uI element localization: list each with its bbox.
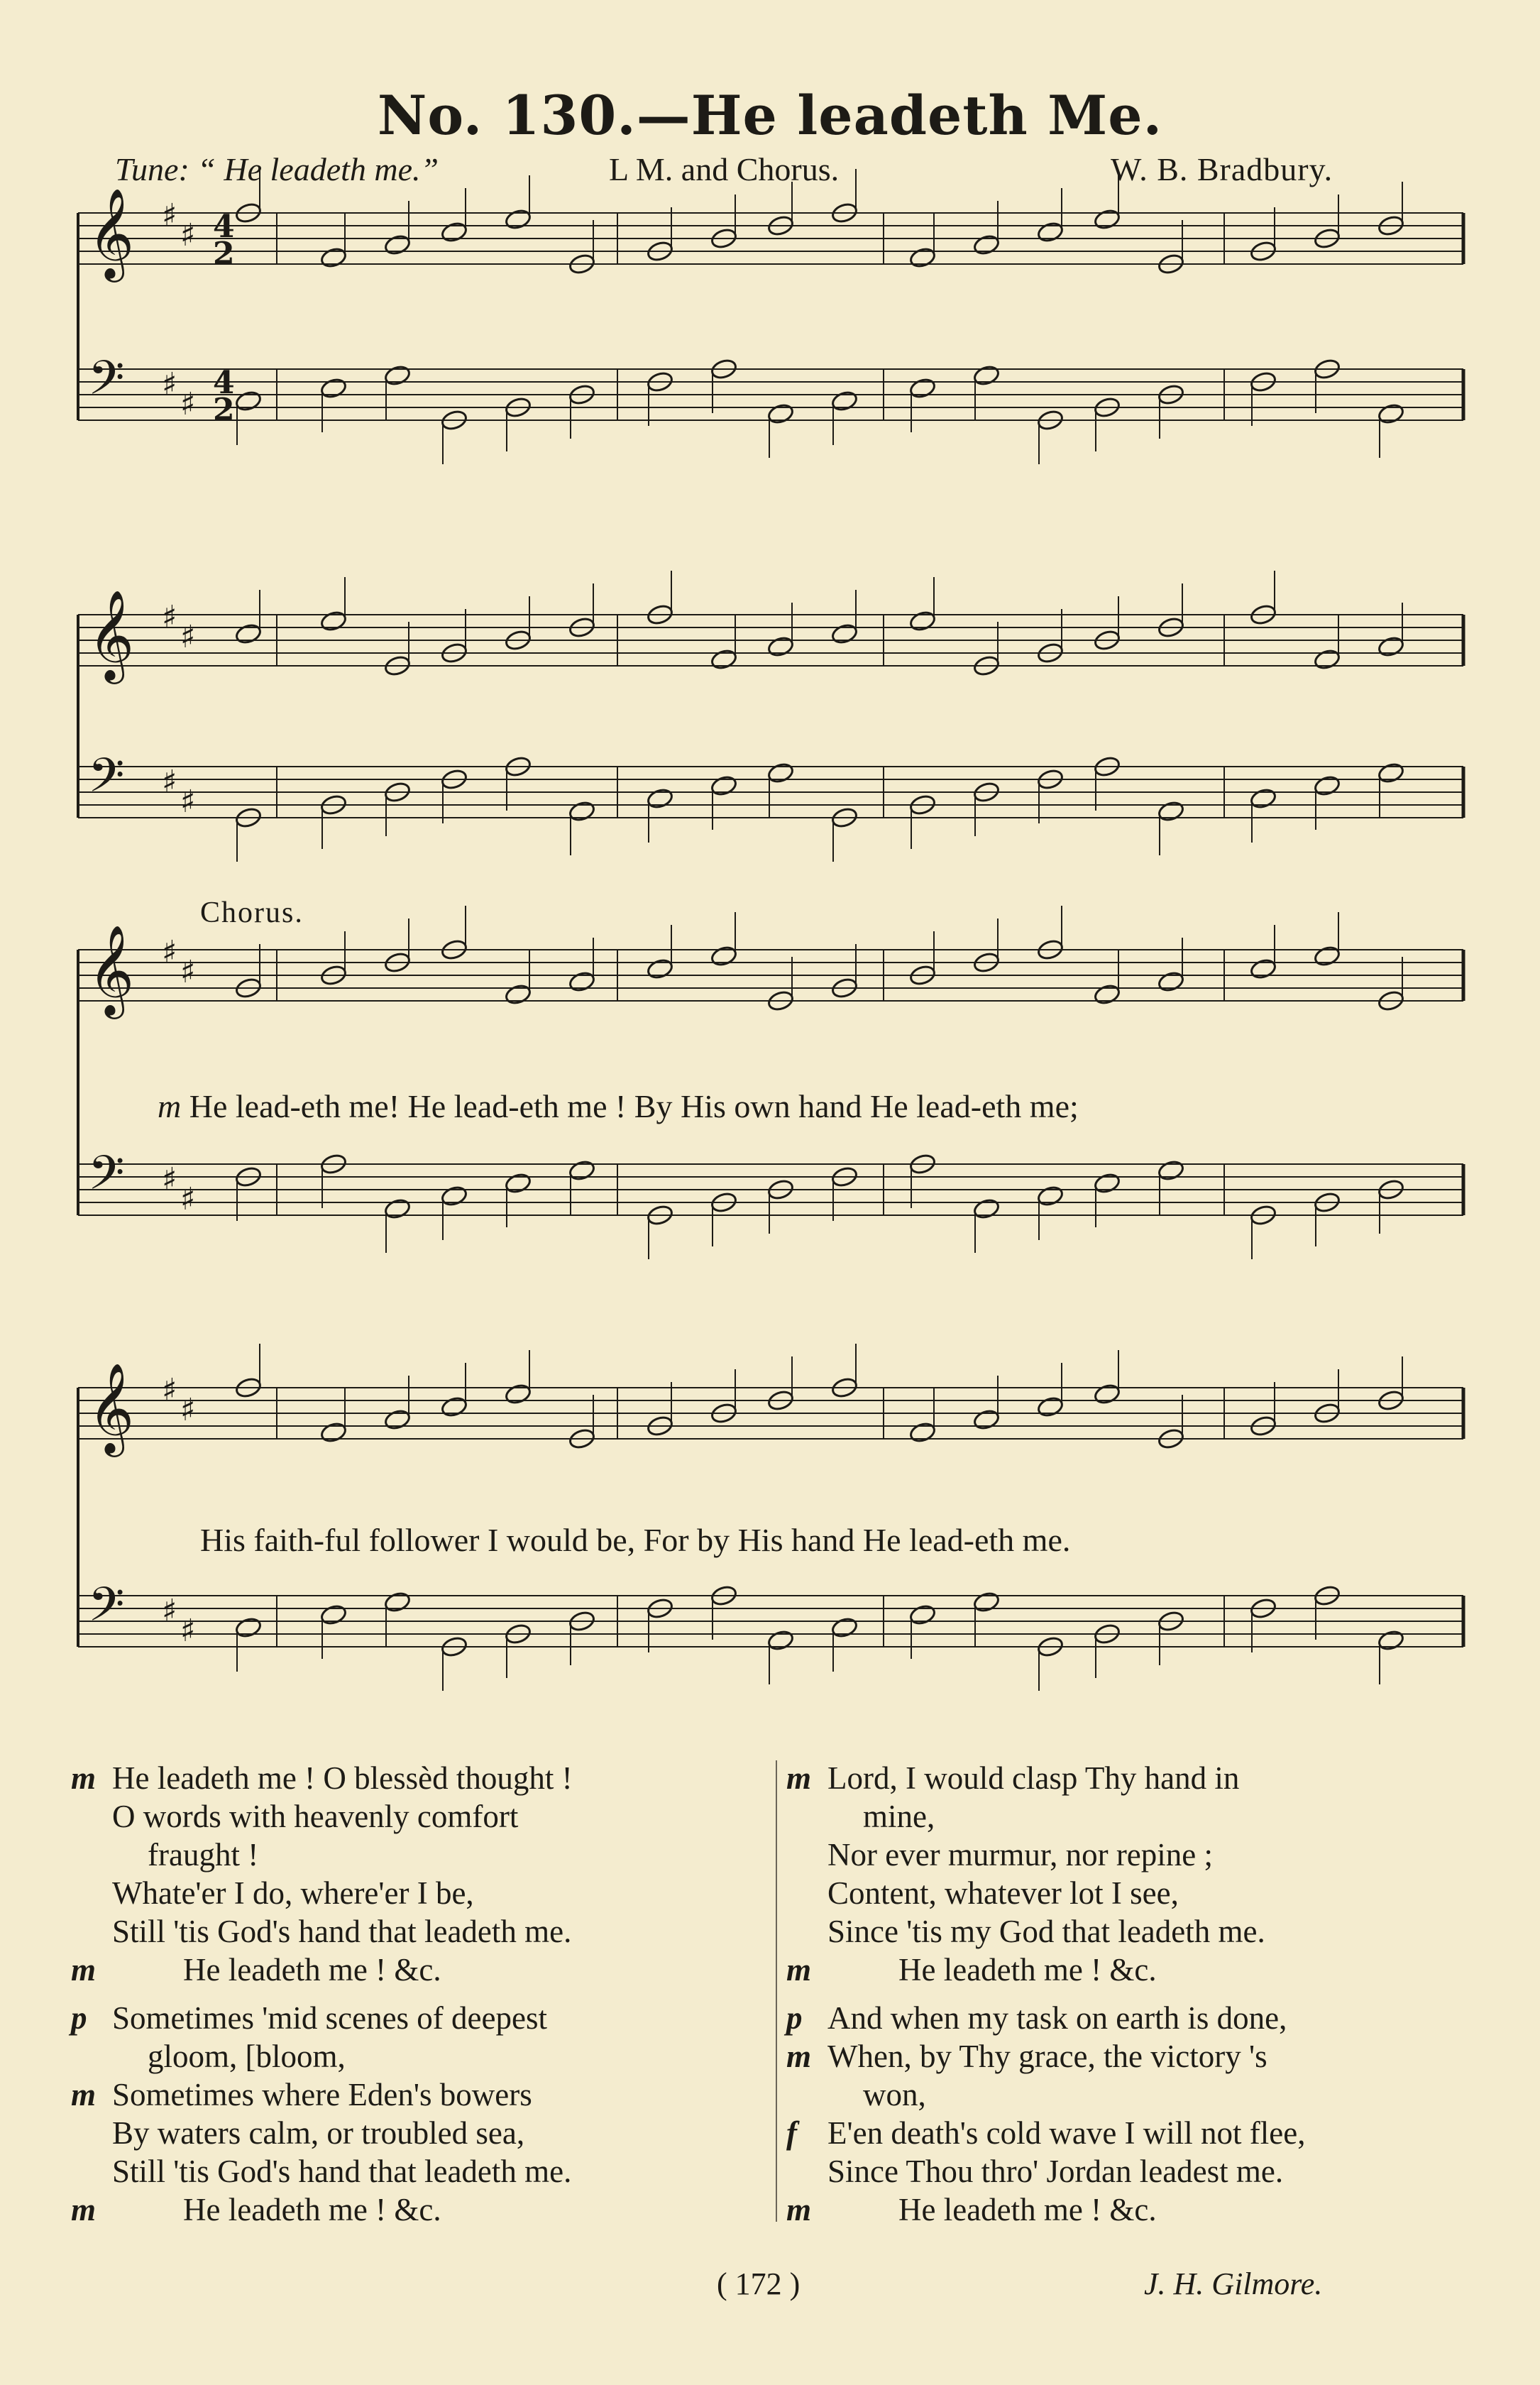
time-signature: 2 xyxy=(213,392,235,428)
verse-line xyxy=(786,2076,1478,2114)
time-signature: 4 xyxy=(213,209,235,245)
treble-clef-icon: 𝄞 xyxy=(88,1362,135,1453)
treble-clef-icon: 𝄞 xyxy=(88,187,135,278)
verse-text: Lord, I would clasp Thy hand in xyxy=(827,1760,1240,1796)
lyric-text: He lead-eth me! He lead-eth me ! By His own hand He lead-eth me; xyxy=(189,1088,1079,1124)
lyric-dynamic: m xyxy=(158,1088,182,1124)
verses-right-column xyxy=(786,1759,1478,2229)
notehead xyxy=(440,1185,468,1207)
notehead xyxy=(1036,221,1064,243)
sharp-icon: ♯ xyxy=(180,1181,196,1217)
dynamic-mark: m xyxy=(71,1760,97,1796)
notehead xyxy=(766,402,794,425)
verse-text: Sometimes where Eden's bowers xyxy=(112,2077,532,2112)
sharp-icon: ♯ xyxy=(180,1392,196,1428)
sharp-icon: ♯ xyxy=(180,1613,196,1649)
notehead xyxy=(234,623,262,645)
notehead xyxy=(830,1616,858,1639)
verse-text: fraught ! xyxy=(148,1837,259,1873)
notehead xyxy=(1377,1629,1404,1652)
verse-line xyxy=(786,1999,1478,2037)
notehead xyxy=(766,1629,794,1652)
verse-line xyxy=(786,2037,1478,2076)
verse-line xyxy=(71,1999,763,2037)
sharp-icon: ♯ xyxy=(162,366,177,402)
time-signature: 4 xyxy=(213,365,235,401)
notehead xyxy=(234,1616,262,1639)
notehead xyxy=(383,364,411,387)
bass-clef-icon: 𝄢 xyxy=(88,351,125,417)
notehead xyxy=(1313,945,1341,967)
sharp-icon: ♯ xyxy=(162,1161,177,1197)
notehead xyxy=(830,390,858,412)
notehead xyxy=(972,234,1000,256)
bass-clef-icon: 𝄢 xyxy=(88,748,125,814)
verse-line xyxy=(786,2152,1478,2191)
hymn-title: No. 130.—He leadeth Me. xyxy=(377,84,1163,147)
verse-line xyxy=(786,1912,1478,1951)
sharp-icon: ♯ xyxy=(162,1593,177,1629)
notehead xyxy=(972,1408,1000,1431)
music-systems xyxy=(78,169,1463,1691)
notehead xyxy=(1377,635,1404,658)
verse-text: won, xyxy=(863,2077,926,2112)
sharp-icon: ♯ xyxy=(180,217,196,253)
dynamic-mark: m xyxy=(71,2077,97,2112)
sharp-icon: ♯ xyxy=(162,764,177,800)
verse-text: He leadeth me ! &c. xyxy=(183,1952,441,1988)
notehead xyxy=(1093,1172,1121,1195)
verse-line xyxy=(71,2037,763,2076)
verse-text: He leadeth me ! &c. xyxy=(898,2192,1157,2227)
lyric-text: His faith-ful follower I would be, For by His hand He lead-eth me. xyxy=(200,1522,1071,1558)
verse-line xyxy=(786,1836,1478,1874)
time-signature: 2 xyxy=(213,236,235,272)
verse-line xyxy=(786,1874,1478,1912)
notehead xyxy=(319,377,347,400)
verse-text: Since 'tis my God that leadeth me. xyxy=(827,1914,1265,1949)
notehead xyxy=(383,1197,411,1220)
notehead xyxy=(908,1603,936,1626)
verse-line xyxy=(71,2152,763,2191)
notehead xyxy=(972,364,1000,387)
verse-text: He leadeth me ! O blessèd thought ! xyxy=(112,1760,573,1796)
verse-line xyxy=(786,1951,1478,1989)
verse-line xyxy=(786,2191,1478,2229)
notehead xyxy=(1249,787,1277,810)
sharp-icon: ♯ xyxy=(180,619,196,655)
verses-left-column xyxy=(71,1759,763,2229)
notehead xyxy=(710,945,737,967)
verse-line xyxy=(786,2114,1478,2152)
column-divider xyxy=(776,1760,777,2222)
verse-text: Whate'er I do, where'er I be, xyxy=(112,1875,474,1911)
verse-line xyxy=(71,1874,763,1912)
notehead xyxy=(1157,800,1184,823)
verse-text: mine, xyxy=(863,1799,935,1834)
verse-line xyxy=(71,1912,763,1951)
composer: W. B. Bradbury. xyxy=(1111,151,1333,187)
notehead xyxy=(1036,1185,1064,1207)
verse-text: He leadeth me ! &c. xyxy=(898,1952,1157,1988)
notehead xyxy=(908,246,936,269)
notehead xyxy=(1157,970,1184,993)
verse-line xyxy=(71,1951,763,1989)
lyric-line-2 xyxy=(200,1521,1070,1559)
verse-text: Since Thou thro' Jordan leadest me. xyxy=(827,2154,1284,2189)
chorus-label: Chorus. xyxy=(200,897,304,929)
verse-line xyxy=(71,1759,763,1797)
notehead xyxy=(568,1159,595,1182)
notehead xyxy=(1093,983,1121,1006)
notehead xyxy=(646,958,673,980)
notehead xyxy=(383,1591,411,1613)
notehead xyxy=(1157,1159,1184,1182)
notehead xyxy=(1249,958,1277,980)
verse-text: When, by Thy grace, the victory 's xyxy=(827,2039,1267,2074)
dynamic-mark: m xyxy=(71,2192,97,2227)
verse-line xyxy=(71,2076,763,2114)
verse-text: Content, whatever lot I see, xyxy=(827,1875,1179,1911)
dynamic-mark: p xyxy=(786,2000,803,2036)
dynamic-mark: m xyxy=(786,1760,812,1796)
verse-text: Nor ever murmur, nor repine ; xyxy=(827,1837,1214,1873)
notehead xyxy=(766,762,794,784)
notehead xyxy=(383,1408,411,1431)
notehead xyxy=(568,800,595,823)
lyric-line-1 xyxy=(158,1087,1079,1125)
bass-clef-icon: 𝄢 xyxy=(88,1577,125,1643)
meter: L M. and Chorus. xyxy=(609,151,840,187)
notehead xyxy=(1036,1396,1064,1418)
tune-name: Tune: “ He leadeth me.” xyxy=(115,151,439,187)
dynamic-mark: m xyxy=(786,2192,812,2227)
notehead xyxy=(504,208,532,231)
sharp-icon: ♯ xyxy=(162,197,177,234)
notehead xyxy=(972,1197,1000,1220)
verse-text: Sometimes 'mid scenes of deepest xyxy=(112,2000,547,2036)
notehead xyxy=(319,246,347,269)
treble-clef-icon: 𝄞 xyxy=(88,924,135,1015)
notehead xyxy=(1313,774,1341,797)
dynamic-mark: m xyxy=(786,2039,812,2074)
notehead xyxy=(1093,208,1121,231)
sharp-icon: ♯ xyxy=(162,934,177,970)
verse-text: Still 'tis God's hand that leadeth me. xyxy=(112,2154,572,2189)
verse-line xyxy=(71,1797,763,1836)
verse-text: And when my task on earth is done, xyxy=(827,2000,1287,2036)
treble-clef-icon: 𝄞 xyxy=(88,589,135,680)
notehead xyxy=(504,1172,532,1195)
notehead xyxy=(710,648,737,671)
dynamic-mark: f xyxy=(786,2115,797,2151)
notehead xyxy=(1377,762,1404,784)
verse-line xyxy=(786,1759,1478,1797)
dynamic-mark: m xyxy=(786,1952,812,1988)
notehead xyxy=(710,774,737,797)
sharp-icon: ♯ xyxy=(180,386,196,422)
verse-text: By waters calm, or troubled sea, xyxy=(112,2115,525,2151)
sharp-icon: ♯ xyxy=(162,599,177,635)
verse-line xyxy=(786,1797,1478,1836)
sharp-icon: ♯ xyxy=(180,784,196,820)
verse-text: He leadeth me ! &c. xyxy=(183,2192,441,2227)
verse-text: gloom, [bloom, xyxy=(148,2039,346,2074)
dynamic-mark: p xyxy=(71,2000,87,2036)
notehead xyxy=(972,1591,1000,1613)
notehead xyxy=(1313,648,1341,671)
notehead xyxy=(908,1421,936,1444)
notehead xyxy=(908,377,936,400)
notehead xyxy=(383,234,411,256)
verse-text: E'en death's cold wave I will not flee, xyxy=(827,2115,1306,2151)
page-number: ( 172 ) xyxy=(717,2266,801,2301)
hymn-author: J. H. Gilmore. xyxy=(1144,2266,1323,2301)
verse-line xyxy=(71,2114,763,2152)
notehead xyxy=(766,635,794,658)
notehead xyxy=(319,1603,347,1626)
notehead xyxy=(504,983,532,1006)
notehead xyxy=(504,1383,532,1405)
sharp-icon: ♯ xyxy=(162,1372,177,1408)
verse-line xyxy=(71,2191,763,2229)
notehead xyxy=(440,1396,468,1418)
verse-text: Still 'tis God's hand that leadeth me. xyxy=(112,1914,572,1949)
notehead xyxy=(1093,1383,1121,1405)
notehead xyxy=(646,787,673,810)
notehead xyxy=(234,390,262,412)
notehead xyxy=(1377,402,1404,425)
notehead xyxy=(568,970,595,993)
notehead xyxy=(319,1421,347,1444)
sharp-icon: ♯ xyxy=(180,954,196,990)
notehead xyxy=(830,623,858,645)
dynamic-mark: m xyxy=(71,1952,97,1988)
bass-clef-icon: 𝄢 xyxy=(88,1146,125,1212)
notehead xyxy=(908,610,936,632)
verse-text: O words with heavenly comfort xyxy=(112,1799,519,1834)
verse-line xyxy=(71,1836,763,1874)
notehead xyxy=(440,221,468,243)
notehead xyxy=(319,610,347,632)
